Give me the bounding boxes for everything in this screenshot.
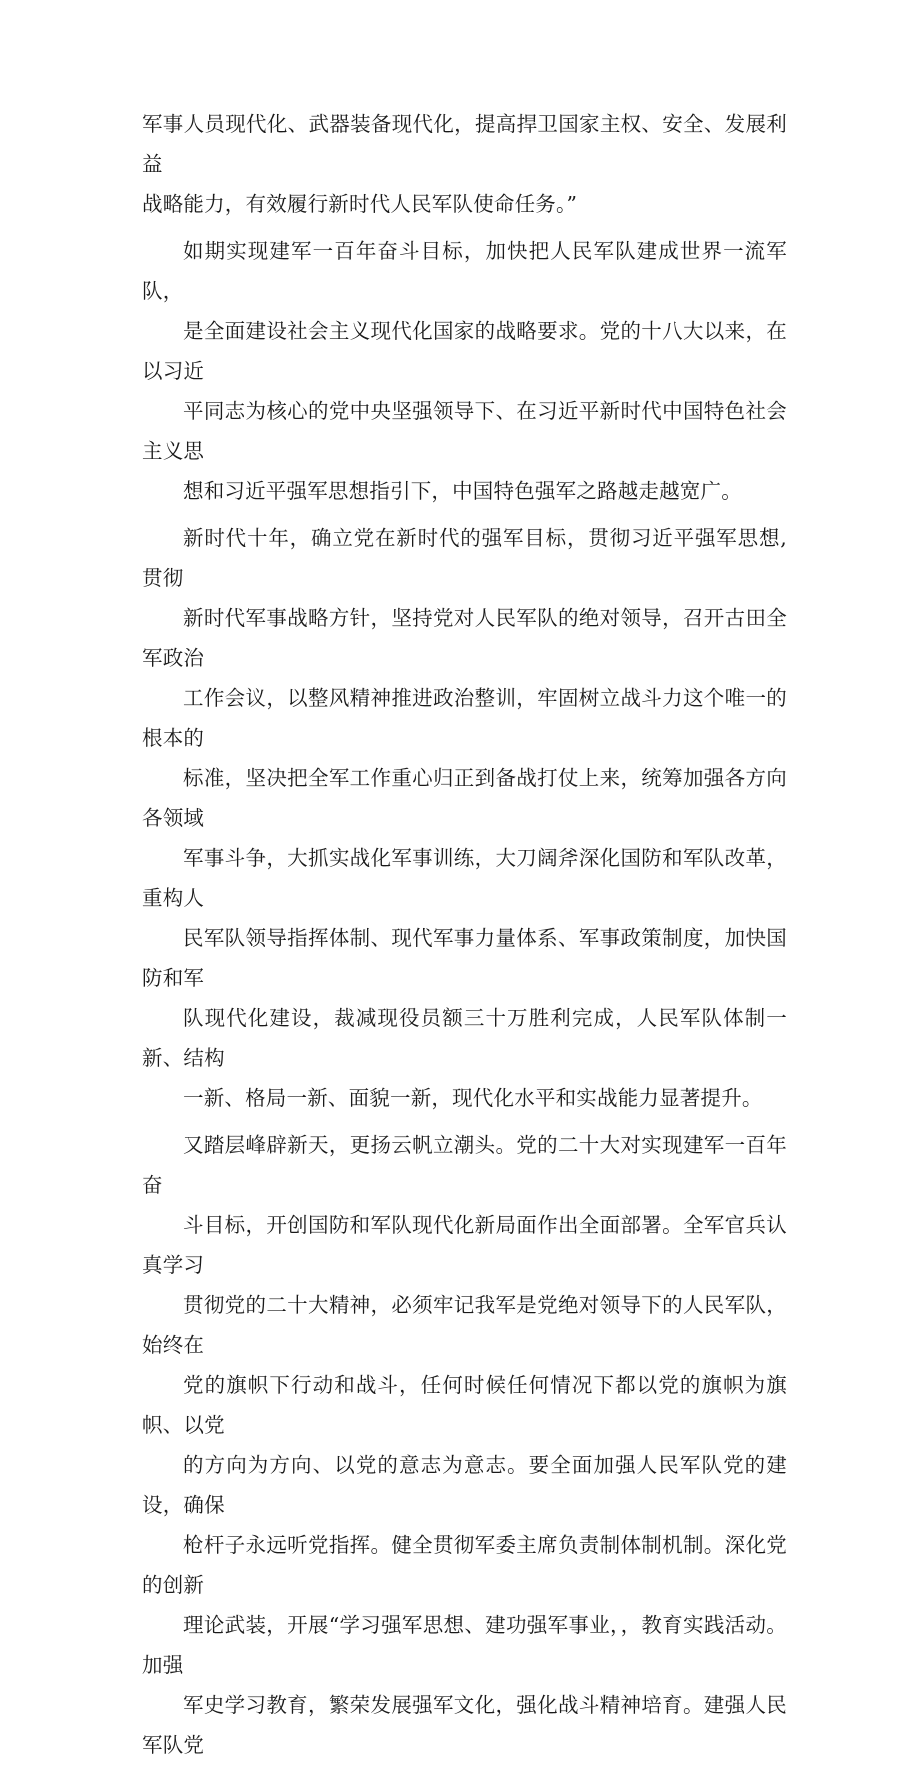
document-body: [142, 104, 787, 1765]
text-line: 队现代化建设，裁减现役员额三十万胜利完成，人民军队体制一新、结构: [142, 1006, 787, 1070]
paragraph-3: [142, 518, 787, 1118]
text-line: 又踏层峰辟新天，更扬云帆立潮头。党的二十大对实现建军一百年奋: [142, 1133, 787, 1197]
text-line: 党的旗帜下行动和战斗，任何时候任何情况下都以党的旗帜为旗帜、以党: [142, 1373, 787, 1437]
text-line: 的方向为方向、以党的意志为意志。要全面加强人民军队党的建设，确保: [142, 1453, 787, 1517]
text-line: 理论武装，开展“学习强军思想、建功强军事业，，教育实践活动。加强: [142, 1613, 787, 1677]
text-line: 新时代军事战略方针，坚持党对人民军队的绝对领导，召开古田全军政治: [142, 606, 787, 670]
paragraph-4: [142, 1125, 787, 1765]
text-line: 军事人员现代化、武器装备现代化，提高捍卫国家主权、安全、发展利益: [142, 112, 787, 176]
text-line: 想和习近平强军思想指引下，中国特色强军之路越走越宽广。: [183, 479, 742, 503]
paragraph-2: [142, 231, 787, 511]
text-line: 贯彻党的二十大精神，必须牢记我军是党绝对领导下的人民军队，始终在: [142, 1293, 787, 1357]
text-line: 军史学习教育，繁荣发展强军文化，强化战斗精神培育。建强人民军队党: [142, 1693, 787, 1757]
text-line: 民军队领导指挥体制、现代军事力量体系、军事政策制度，加快国防和军: [142, 926, 787, 990]
text-line: 标准，坚决把全军工作重心归正到备战打仗上来，统筹加强各方向各领域: [142, 766, 787, 830]
text-line: 枪杆子永远听党指挥。健全贯彻军委主席负责制体制机制。深化党的创新: [142, 1533, 787, 1597]
text-line: 是全面建设社会主义现代化国家的战略要求。党的十八大以来，在以习近: [142, 319, 787, 383]
text-line: 斗目标，开创国防和军队现代化新局面作出全面部署。全军官兵认真学习: [142, 1213, 787, 1277]
text-line: 新时代十年，确立党在新时代的强军目标，贯彻习近平强军思想,贯彻: [142, 526, 787, 590]
paragraph-1: [142, 104, 787, 224]
text-line: 军事斗争，大抓实战化军事训练，大刀阔斧深化国防和军队改革，重构人: [142, 846, 787, 910]
text-line: 平同志为核心的党中央坚强领导下、在习近平新时代中国特色社会主义思: [142, 399, 787, 463]
text-line: 如期实现建军一百年奋斗目标，加快把人民军队建成世界一流军队，: [142, 239, 787, 303]
text-line: 工作会议，以整风精神推进政治整训，牢固树立战斗力这个唯一的根本的: [142, 686, 787, 750]
text-line: 战略能力，有效履行新时代人民军队使命任务。”: [142, 192, 578, 216]
text-line: 一新、格局一新、面貌一新，现代化水平和实战能力显著提升。: [183, 1086, 763, 1110]
